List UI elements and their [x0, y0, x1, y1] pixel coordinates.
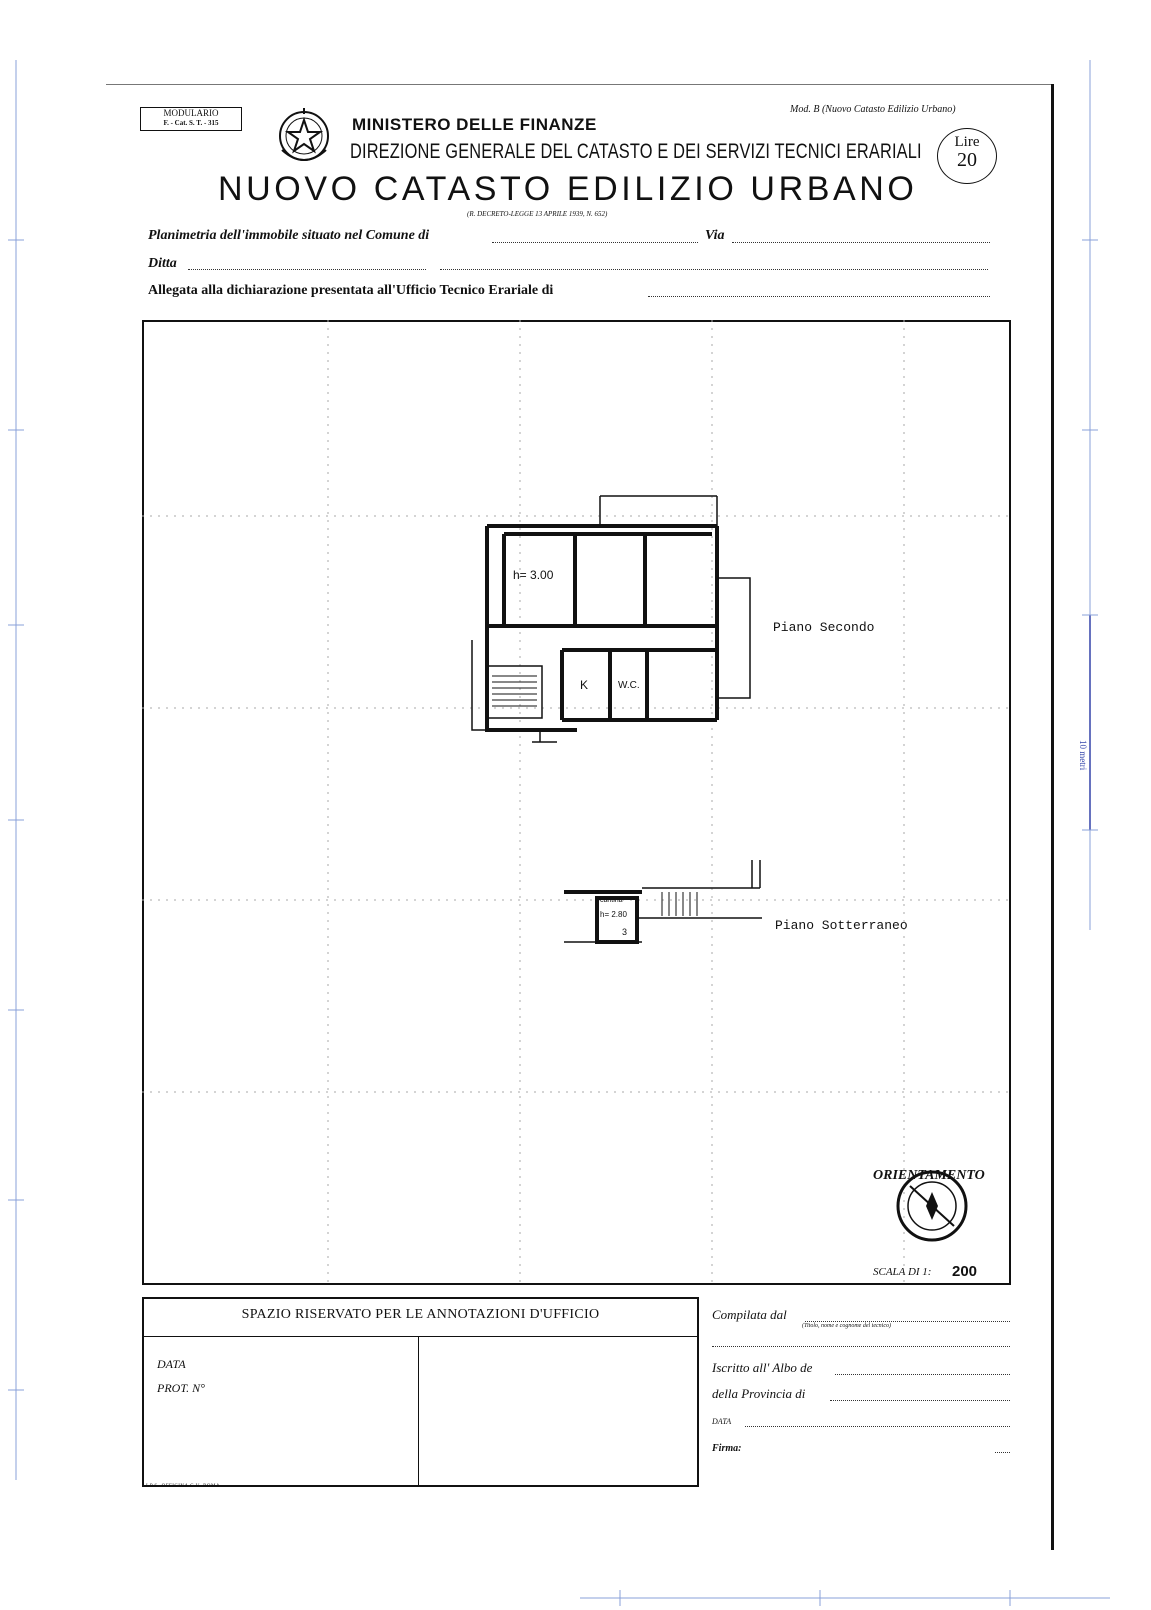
ditta-field-2[interactable] — [440, 269, 988, 270]
main-title: NUOVO CATASTO EDILIZIO URBANO — [218, 170, 918, 208]
room-k-label: K — [580, 678, 589, 692]
cantina-label: cantina — [600, 897, 623, 904]
office-prot-label: PROT. N° — [157, 1381, 205, 1395]
provincia-label: della Provincia di — [712, 1386, 806, 1401]
iscritto-label: Iscritto all' Albo de — [712, 1360, 813, 1375]
data2-label: DATA — [712, 1417, 732, 1426]
modulario-label: MODULARIO — [163, 108, 219, 118]
via-label: Via — [705, 228, 725, 243]
via-field[interactable] — [732, 242, 990, 243]
scale-value: 200 — [952, 1263, 978, 1280]
data2-field[interactable] — [745, 1426, 1010, 1427]
floor-lower-label: Piano Sotterraneo — [775, 918, 908, 933]
room-height-lower: h= 2.80 — [600, 910, 627, 919]
republic-emblem-icon — [274, 104, 334, 170]
comune-field[interactable] — [492, 242, 698, 243]
floor-upper-label: Piano Secondo — [773, 620, 875, 635]
office-box — [142, 1297, 699, 1487]
floor-plan-drawing — [142, 320, 1011, 1285]
direction-title: DIREZIONE GENERALE DEL CATASTO E DEI SERVIZI TECNICI ERARIALI — [350, 140, 922, 163]
office-box-divider — [142, 1336, 699, 1337]
provincia-field[interactable] — [830, 1400, 1010, 1401]
ditta-label: Ditta — [148, 256, 177, 271]
office-reserved-title: SPAZIO RISERVATO PER LE ANNOTAZIONI D'UFFICIO — [241, 1307, 600, 1322]
allegata-label: Allegata alla dichiarazione presentata all'Ufficio Tecnico Erariale di — [148, 283, 554, 298]
modulario-box — [140, 107, 242, 131]
scale-label: SCALA DI 1: — [873, 1266, 932, 1278]
firma-label: Firma: — [712, 1443, 742, 1454]
printer-credit: I.P.S.-OFFICINA C.V.-ROMA — [146, 1484, 221, 1489]
compilata-field[interactable] — [805, 1321, 1010, 1322]
office-box-vertical — [418, 1336, 419, 1487]
stamp-value: 20 — [957, 149, 977, 171]
compilata-field-2[interactable] — [712, 1346, 1010, 1347]
stamp-circle — [937, 128, 997, 184]
iscritto-field[interactable] — [835, 1374, 1010, 1375]
stamp-label: Lire — [954, 134, 980, 150]
decree-ref: (R. DECRETO-LEGGE 13 APRILE 1939, N. 652) — [467, 210, 608, 218]
compilata-label: Compilata dal — [712, 1307, 787, 1322]
room-height-upper: h= 3.00 — [513, 568, 554, 582]
office-data-label: DATA — [157, 1357, 186, 1371]
modulario-code: F. - Cat. S. T. - 315 — [163, 119, 219, 127]
ministry-title: MINISTERO DELLE FINANZE — [352, 115, 597, 134]
room-wc-label: W.C. — [618, 680, 640, 691]
mod-b-label: Mod. B (Nuovo Catasto Edilizio Urbano) — [790, 104, 956, 115]
planimetria-label: Planimetria dell'immobile situato nel Comune di — [148, 228, 430, 243]
compilata-note: (Titolo, nome e cognome del tecnico) — [802, 1323, 891, 1329]
cantina-number: 3 — [622, 927, 628, 937]
scale-bar-label: 10 metri — [1078, 740, 1088, 771]
ufficio-field[interactable] — [648, 296, 990, 297]
orientation-label: ORIENTAMENTO — [873, 1168, 985, 1183]
ditta-field[interactable] — [188, 269, 426, 270]
firma-field[interactable] — [995, 1452, 1010, 1453]
